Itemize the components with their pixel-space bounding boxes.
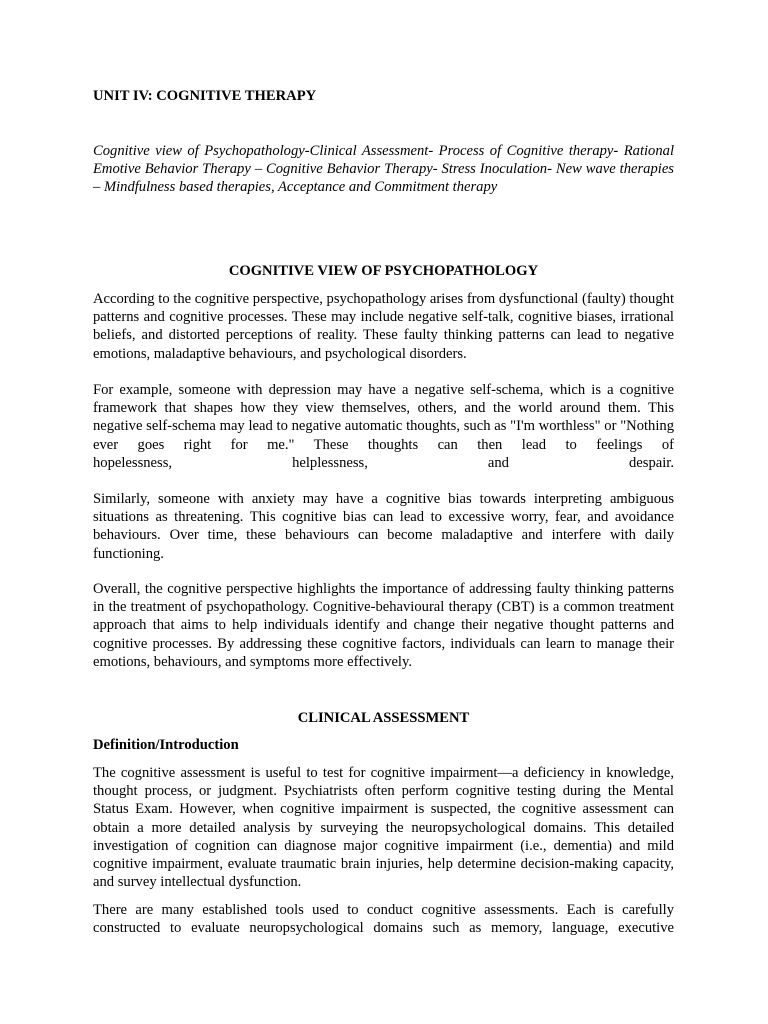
subheading-definition: Definition/Introduction — [93, 737, 239, 753]
paragraph-anxiety-example: Similarly, someone with anxiety may have a cognitive bias towards interpreting ambiguous situations as threatening. This cognitive bias can lead to excessive worry, fear, and avoidance behaviours. Over time, these behaviours can become maladaptive and interfere with daily functioning. — [93, 491, 674, 562]
paragraph-depression-last-line: hopelessness, helplessness, and despair. — [93, 454, 674, 471]
unit-title: UNIT IV: COGNITIVE THERAPY — [93, 88, 317, 104]
paragraph-depression-body: For example, someone with depression may have a negative self-schema, which is a cognitive framework that shapes how they view themselves, others, and the world around them. This negative self-schema may lead to negative automatic thoughts, such as "I'm worthless" or "Nothing ever goes right for me." These thoughts can then lead to feelings of — [93, 382, 674, 453]
syllabus-topics: Cognitive view of Psychopathology-Clinical Assessment- Process of Cognitive therapy- Rational Emotive Behavior Therapy – Cognitive Behavior Therapy- Stress Inoculation- New wave therapies – Mindfulness based therapies, Acceptance and Commitment therapy — [93, 143, 674, 196]
paragraph-cognitive-assessment: The cognitive assessment is useful to test for cognitive impairment—a deficiency in knowledge, thought process, or judgment. Psychiatrists often perform cognitive testing during the Mental Status Exam. However, when cognitive impairment is suspected, the cognitive assessment can obtain a more detailed analysis by surveying the neuropsychological domains. This detailed investigation of cognition can diagnose major cognitive impairment (i.e., dementia) and mild cognitive impairment, evaluate traumatic brain injuries, help determine decision-making capacity, and survey intellectual dysfunction. — [93, 765, 674, 891]
section-heading-clinical-assessment: CLINICAL ASSESSMENT — [297, 710, 470, 726]
paragraph-assessment-tools: There are many established tools used to conduct cognitive assessments. Each is carefully constructed to evaluate neuropsychological domains such as memory, language, executive — [93, 902, 674, 937]
paragraph-overall: Overall, the cognitive perspective highlights the importance of addressing faulty thinking patterns in the treatment of psychopathology. Cognitive-behavioural therapy (CBT) is a common treatment approach that aims to help individuals identify and change their negative thought patterns and cognitive processes. By addressing these cognitive factors, individuals can learn to manage their emotions, behaviours, and symptoms more effectively. — [93, 581, 674, 670]
paragraph-depression-example — [93, 381, 674, 472]
paragraph-cognitive-perspective: According to the cognitive perspective, psychopathology arises from dysfunctional (faulty) thought patterns and cognitive processes. These may include negative self-talk, cognitive biases, irrational beliefs, and distorted perceptions of reality. These faulty thinking patterns can lead to negative emotions, maladaptive behaviours, and psychological disorders. — [93, 291, 674, 362]
section-heading-cognitive-view: COGNITIVE VIEW OF PSYCHOPATHOLOGY — [228, 263, 539, 279]
